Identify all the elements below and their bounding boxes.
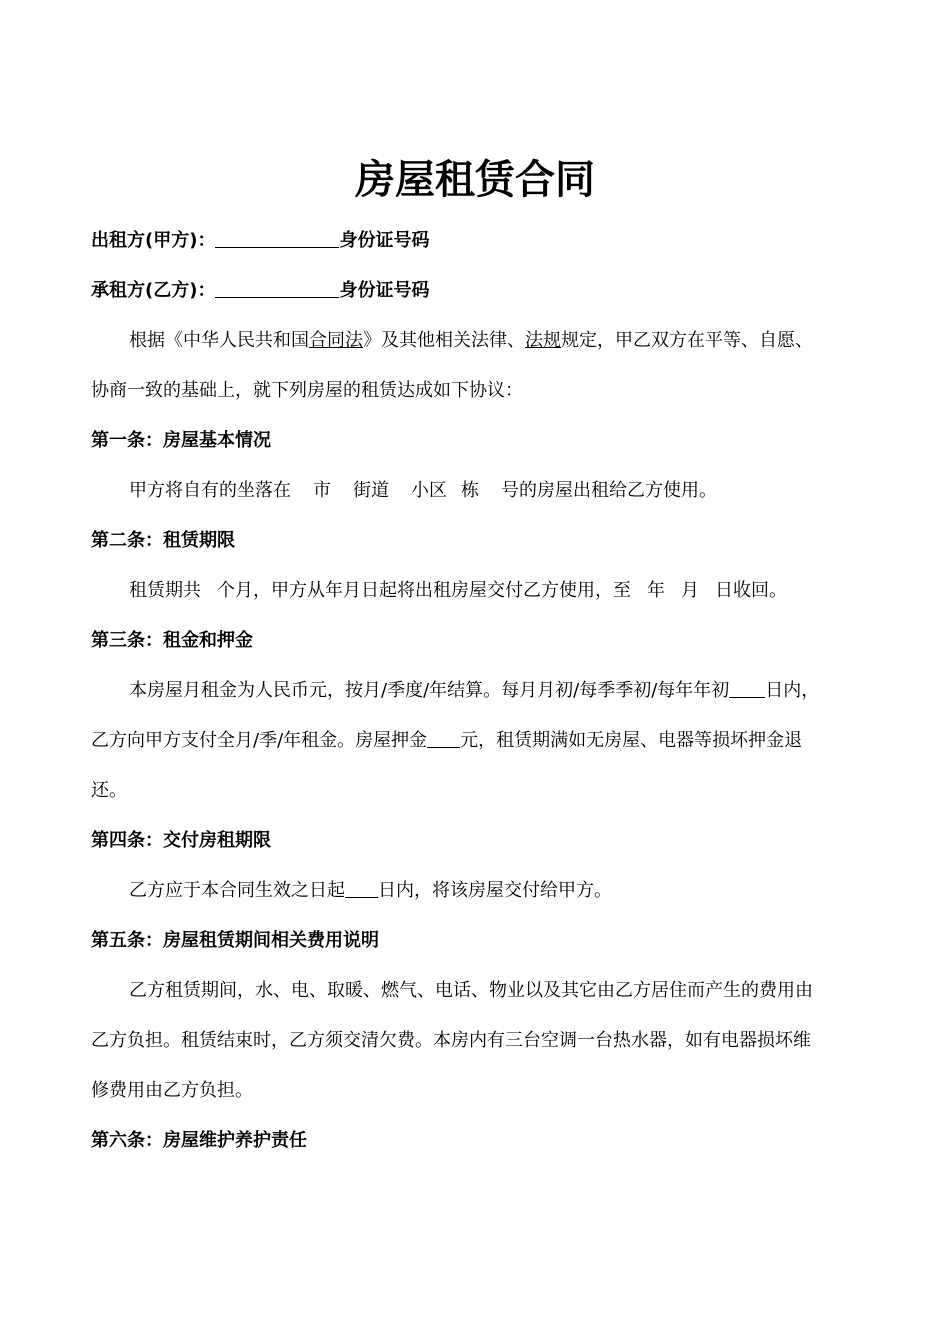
- lessee-label: 承租方(乙方)：: [91, 280, 216, 301]
- regulations-link[interactable]: 法规: [525, 330, 561, 351]
- art1-city: 市: [313, 480, 331, 501]
- article-5-line-2: 乙方负担。租赁结束时，乙方须交清欠费。本房内有三台空调一台热水器，如有电器损坏维: [91, 1030, 811, 1051]
- article-6-heading: 第六条：房屋维护养护责任: [91, 1130, 307, 1151]
- lessee-id-label: 身份证号码: [339, 280, 430, 301]
- art4-text-1: 乙方应于本合同生效之日起: [129, 880, 345, 901]
- article-5-heading: 第五条：房屋租赁期间相关费用说明: [91, 930, 379, 951]
- lessor-label: 出租方(甲方)：: [91, 230, 216, 251]
- intro-text-3: 规定，甲乙双方在平等、自愿、: [561, 330, 813, 351]
- article-5-line-3: 修费用由乙方负担。: [91, 1080, 253, 1101]
- deposit-blank: [427, 729, 460, 748]
- art1-text-1: 甲方将自有的坐落在: [129, 480, 291, 501]
- intro-paragraph-line-1: [129, 329, 813, 353]
- lessor-line: [91, 229, 429, 253]
- article-3-line-2: [91, 729, 802, 753]
- article-4-body: [129, 879, 612, 903]
- intro-text-2: 》及其他相关法律、: [363, 330, 525, 351]
- art3-text-4: 元，租赁期满如无房屋、电器等损坏押金退: [460, 730, 803, 751]
- article-1-heading: 第一条：房屋基本情况: [91, 430, 271, 451]
- article-3-heading: 第三条：租金和押金: [91, 630, 253, 651]
- article-2-heading: 第二条：租赁期限: [91, 530, 235, 551]
- art2-month: 月: [681, 580, 699, 601]
- art2-text-2: 个月，甲方从年月日起将出租房屋交付乙方使用，至: [217, 580, 631, 601]
- lessee-name-blank: [215, 279, 339, 298]
- art4-text-2: 日内，将该房屋交付给甲方。: [378, 880, 612, 901]
- art1-community: 小区: [411, 480, 447, 501]
- art3-text-1: 本房屋月租金为人民币元，按月/季度/年结算。每月月初/每季季初/每年年初: [129, 680, 730, 701]
- intro-text-1: 根据《中华人民共和国: [129, 330, 309, 351]
- art3-text-2: 日内，: [765, 680, 820, 701]
- handover-day-blank: [345, 879, 378, 898]
- art3-text-3: 乙方向甲方支付全月/季/年租金。房屋押金: [91, 730, 428, 751]
- lessor-name-blank: [215, 229, 339, 248]
- art2-text-3: 日收回。: [715, 580, 787, 601]
- art1-text-2: 号的房屋出租给乙方使用。: [501, 480, 717, 501]
- art1-building: 栋: [461, 480, 479, 501]
- article-3-line-3: 还。: [91, 780, 127, 801]
- article-2-body: [129, 579, 787, 603]
- document-title: 房屋租赁合同: [355, 157, 595, 203]
- article-3-line-1: [129, 679, 819, 703]
- lessee-line: [91, 279, 429, 303]
- payment-day-blank: [729, 679, 765, 698]
- article-1-body: [129, 479, 717, 503]
- art2-year: 年: [647, 580, 665, 601]
- article-5-line-1: 乙方租赁期间，水、电、取暖、燃气、电话、物业以及其它由乙方居住而产生的费用由: [129, 980, 813, 1001]
- lessor-id-label: 身份证号码: [339, 230, 430, 251]
- contract-law-link[interactable]: 合同法: [309, 330, 363, 351]
- art2-text-1: 租赁期共: [129, 580, 201, 601]
- article-4-heading: 第四条：交付房租期限: [91, 830, 271, 851]
- intro-paragraph-line-2: 协商一致的基础上，就下列房屋的租赁达成如下协议：: [91, 380, 523, 401]
- art1-street: 街道: [353, 480, 389, 501]
